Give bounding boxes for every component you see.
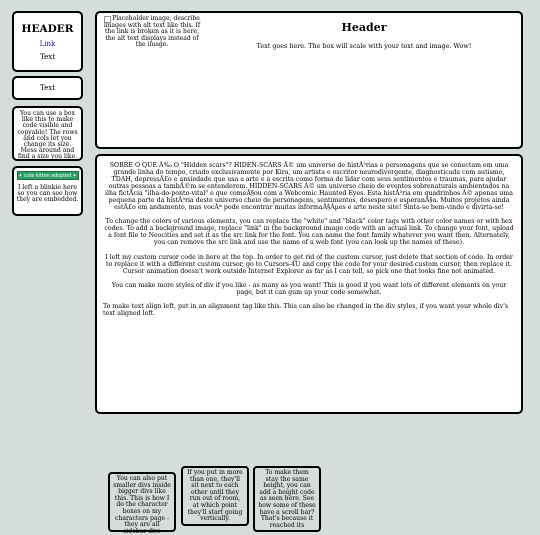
sidebar-scroll-box[interactable] <box>12 106 83 161</box>
nested-div-2: If you put in more than one, they'll sit next to each other until they run out of room, at which point they'll start going vertically. <box>181 466 249 526</box>
cursor-paragraph: I left my custom cursor code in here at the top. In order to get rid of the custom cursor, just delete that section of code. In order to replace it with a different custom cursor, go to Cursors-4U and copy the code for your desired custom cursor, then replace it. Cursor animation doesn't work outside Internet Explorer as far as I can tell, so pick one that looks fine not animated. <box>105 253 513 275</box>
sidebar-header-text: Text <box>39 53 56 61</box>
sidebar-text: Text <box>39 84 56 92</box>
sidebar-header-title: HEADER <box>21 23 74 35</box>
about-paragraph: SOBRE O QUE Ã‰ O "Hidden scars"? HIDEN-SCARS Ã© um universo de histÃ³rias e personagens que se conectam em uma grande linha do tempo, criado exclusivamente por Kira, um artista e escritor neurodivergente, diagnosticada com autismo, TDAH, depressÃ£o e ansiedade que usa a arte e a escrita como forma de lidar com seus sentimentos e traumas, para ajudar outras pessoas a tambÃ©m se entenderem. HIDDEN-SCARS Ã© um universo cheio de eventos sobrenaturais ambientados na ilha fictÃcia "ilha-do-ponto-vital" e que comeÃ§ou com a Webcomic Haunted Eyes. Esta histÃ³ria em quadrinhos Ã© apenas uma pequena parte da histÃ³ria deste universo cheio de personagens, sentimentos, desespero e esperanÃ§a. Muitos projetos ainda estÃ£o em andamento, mas vocÃª pode encontrar muitas informaÃ§Ãµes e arte neste site! Sinta-se bem-vindo e divirta-se! <box>105 162 513 212</box>
sidebar-text-box <box>12 76 83 100</box>
main-content-box <box>95 154 523 535</box>
sidebar-scroll-text: You can use a box like this to make code visible and copyable! The rows and cols let you change its size. Mess around and find a size you like. <box>17 110 78 161</box>
main-header-title: Header <box>341 21 387 34</box>
blinkie-image[interactable]: ✦ cute kitten adopted ✦ <box>17 171 79 180</box>
main-header-text: Text goes here. The box will scale with your text and image. Wow! <box>256 42 472 50</box>
colors-paragraph: To change the colors of various elements, you can replace the "white" and "black" color tags with other color names or with hex codes. To add a background image, replace "link" in the background image code with an actual link. To change your font, upload a font file to Neocities and set it as the src link for the font. You can name the font family whatever you want then. Alternately, you can remove the src link and use the name of a web font (you can look up the names of these). <box>104 218 514 247</box>
nested-div-3[interactable]: To make them stay the same height, you can add a height code as seen here. See how some of these have a scroll bar? That's because it reached its <box>253 466 321 532</box>
main-header-box <box>95 11 523 149</box>
sidebar-header-box <box>12 11 83 72</box>
placeholder-image <box>100 16 204 48</box>
image-alt-text: Placeholder image, describe images with alt text like this. If the link is broken as it is here, the alt text displays instead of the image. <box>103 15 201 48</box>
styles-paragraph: You can make more styles of div if you like - as many as you want! This is good if you want lots of different elements on your page, but it can gum up your code somewhat. <box>111 281 507 296</box>
align-paragraph: To make text align left, put in an alignment tag like this. This can also be changed in the div styles, if you want your whole div's text aligned left. <box>103 302 509 317</box>
blinkie-caption: I left a blinkie here so you can see how they are embedded. <box>16 184 79 204</box>
sidebar-blinkie-box <box>12 166 83 216</box>
sidebar-link[interactable]: Link <box>39 40 56 48</box>
nested-div-1: You can also put smaller divs inside bigger divs like this. This is how I do the character boxes on my characters page - they are all sidebar divs <box>108 472 176 532</box>
